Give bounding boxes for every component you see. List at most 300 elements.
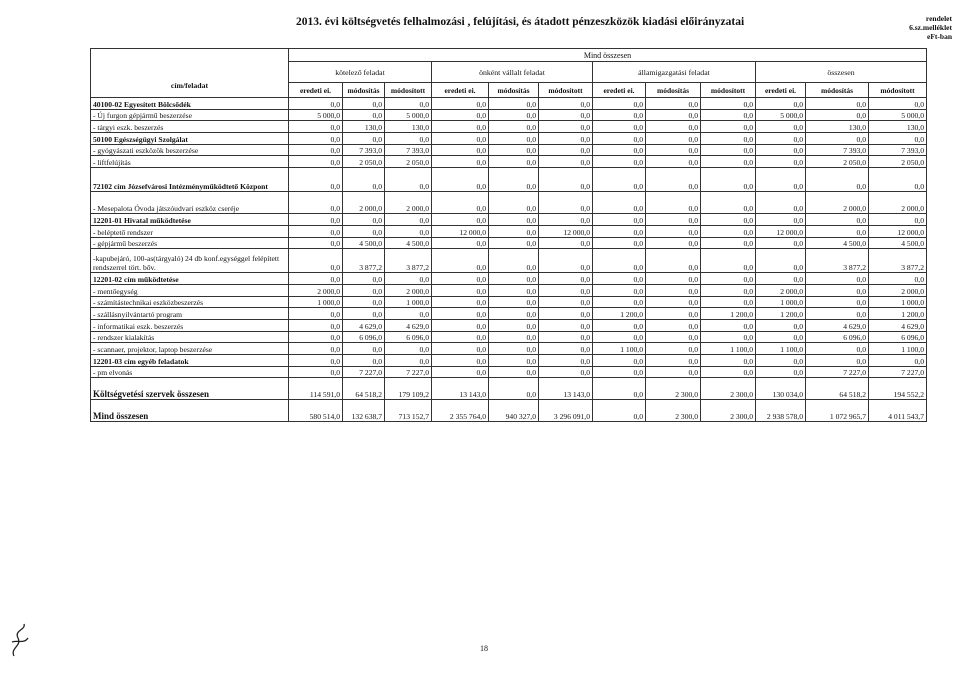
value-cell: 3 877,2 <box>869 249 927 273</box>
value-cell: 0,0 <box>289 331 343 343</box>
value-cell: 0,0 <box>489 284 539 296</box>
value-cell: 6 096,0 <box>869 331 927 343</box>
value-cell: 0,0 <box>343 296 385 308</box>
value-cell: 0,0 <box>806 214 869 226</box>
value-cell: 7 393,0 <box>385 144 432 156</box>
row-label: - szállásnyilvántartó program <box>91 308 289 320</box>
row-label: - Új furgon gépjármű beszerzése <box>91 109 289 121</box>
value-cell: 0,0 <box>289 192 343 214</box>
value-cell: 0,0 <box>701 144 756 156</box>
value-cell: 0,0 <box>289 98 343 110</box>
value-cell: 5 000,0 <box>289 109 343 121</box>
value-cell: 0,0 <box>593 98 646 110</box>
value-cell: 0,0 <box>343 214 385 226</box>
value-cell: 0,0 <box>756 121 806 133</box>
budget-table <box>90 48 927 422</box>
unit-label: eFt-ban <box>927 32 952 41</box>
value-cell: 0,0 <box>646 168 701 192</box>
value-cell: 0,0 <box>432 284 489 296</box>
row-label: - beléptető rendszer <box>91 225 289 237</box>
value-cell: 0,0 <box>343 109 385 121</box>
value-cell: 0,0 <box>489 121 539 133</box>
value-cell: 0,0 <box>489 168 539 192</box>
value-cell: 0,0 <box>756 237 806 249</box>
value-cell: 7 227,0 <box>343 366 385 378</box>
value-cell: 1 100,0 <box>756 343 806 355</box>
value-cell: 0,0 <box>432 168 489 192</box>
value-cell: 2 300,0 <box>646 378 701 400</box>
value-cell: 0,0 <box>343 225 385 237</box>
value-cell: 1 200,0 <box>869 308 927 320</box>
value-cell: 1 200,0 <box>756 308 806 320</box>
value-cell: 0,0 <box>593 355 646 367</box>
mind-osszesen-header: Mind összesen <box>289 49 927 62</box>
row-label: Mind összesen <box>91 400 289 422</box>
table-row <box>91 98 927 110</box>
value-cell: 0,0 <box>806 355 869 367</box>
value-cell: 7 227,0 <box>385 366 432 378</box>
value-cell: 0,0 <box>489 273 539 285</box>
subcolumn-header: módosítás <box>343 83 385 98</box>
value-cell: 3 877,2 <box>806 249 869 273</box>
table-row <box>91 237 927 249</box>
value-cell: 0,0 <box>289 144 343 156</box>
value-cell: 0,0 <box>646 308 701 320</box>
value-cell: 0,0 <box>539 249 593 273</box>
value-cell: 0,0 <box>432 214 489 226</box>
value-cell: 0,0 <box>646 366 701 378</box>
value-cell: 0,0 <box>701 109 756 121</box>
value-cell: 0,0 <box>756 168 806 192</box>
value-cell: 0,0 <box>701 355 756 367</box>
value-cell: 1 200,0 <box>593 308 646 320</box>
top-right-notes <box>909 14 952 41</box>
value-cell: 1 200,0 <box>701 308 756 320</box>
table-row <box>91 156 927 168</box>
value-cell: 130,0 <box>806 121 869 133</box>
value-cell: 132 638,7 <box>343 400 385 422</box>
value-cell: 114 591,0 <box>289 378 343 400</box>
value-cell: 0,0 <box>289 121 343 133</box>
value-cell: 0,0 <box>385 214 432 226</box>
subcolumn-header: eredeti ei. <box>432 83 489 98</box>
table-row <box>91 366 927 378</box>
value-cell: 0,0 <box>701 168 756 192</box>
melleklet-label: 6.sz.melléklet <box>909 23 952 32</box>
value-cell: 0,0 <box>385 225 432 237</box>
value-cell: 0,0 <box>646 214 701 226</box>
value-cell: 0,0 <box>646 343 701 355</box>
subcolumn-header: módosítás <box>489 83 539 98</box>
value-cell: 0,0 <box>701 133 756 145</box>
value-cell: 130 034,0 <box>756 378 806 400</box>
value-cell: 0,0 <box>539 98 593 110</box>
value-cell: 0,0 <box>593 249 646 273</box>
value-cell: 1 000,0 <box>289 296 343 308</box>
value-cell: 0,0 <box>489 296 539 308</box>
value-cell: 0,0 <box>539 273 593 285</box>
row-label: -kapubejáró, 100-as(tárgyaló) 24 db konf.egységgel felépített rendszerrel tört. bőv. <box>91 249 289 273</box>
value-cell: 0,0 <box>646 331 701 343</box>
value-cell: 0,0 <box>539 308 593 320</box>
value-cell: 0,0 <box>646 192 701 214</box>
value-cell: 0,0 <box>593 378 646 400</box>
value-cell: 0,0 <box>756 156 806 168</box>
value-cell: 0,0 <box>806 168 869 192</box>
value-cell: 5 000,0 <box>756 109 806 121</box>
value-cell: 6 096,0 <box>385 331 432 343</box>
value-cell: 0,0 <box>343 308 385 320</box>
value-cell: 0,0 <box>489 343 539 355</box>
value-cell: 0,0 <box>489 225 539 237</box>
table-row <box>91 296 927 308</box>
value-cell: 0,0 <box>432 249 489 273</box>
value-cell: 4 629,0 <box>869 319 927 331</box>
table-row <box>91 319 927 331</box>
group-header: államigazgatási feladat <box>593 62 756 83</box>
subcolumn-header: eredeti ei. <box>593 83 646 98</box>
value-cell: 2 938 578,0 <box>756 400 806 422</box>
value-cell: 0,0 <box>489 308 539 320</box>
value-cell: 0,0 <box>489 355 539 367</box>
value-cell: 0,0 <box>539 121 593 133</box>
rendelet-label: rendelet <box>925 14 952 23</box>
value-cell: 4 629,0 <box>806 319 869 331</box>
value-cell: 0,0 <box>869 214 927 226</box>
value-cell: 0,0 <box>701 214 756 226</box>
value-cell: 7 393,0 <box>869 144 927 156</box>
value-cell: 2 300,0 <box>701 400 756 422</box>
table-row <box>91 109 927 121</box>
value-cell: 0,0 <box>646 109 701 121</box>
value-cell: 0,0 <box>489 319 539 331</box>
row-label: - mentőegység <box>91 284 289 296</box>
value-cell: 0,0 <box>701 192 756 214</box>
value-cell: 0,0 <box>432 308 489 320</box>
row-label: - Mesepalota Óvoda játszóudvari eszköz cseréje <box>91 192 289 214</box>
subcolumn-header: módosítás <box>646 83 701 98</box>
value-cell: 0,0 <box>432 133 489 145</box>
value-cell: 0,0 <box>343 98 385 110</box>
value-cell: 130,0 <box>385 121 432 133</box>
value-cell: 0,0 <box>432 331 489 343</box>
value-cell: 0,0 <box>289 225 343 237</box>
value-cell: 0,0 <box>539 144 593 156</box>
value-cell: 2 355 764,0 <box>432 400 489 422</box>
value-cell: 0,0 <box>489 378 539 400</box>
row-label: - liftfelújítás <box>91 156 289 168</box>
table-row <box>91 133 927 145</box>
row-label: - pm elvonás <box>91 366 289 378</box>
value-cell: 0,0 <box>489 214 539 226</box>
value-cell: 0,0 <box>701 273 756 285</box>
table-row <box>91 192 927 214</box>
value-cell: 713 152,7 <box>385 400 432 422</box>
value-cell: 0,0 <box>385 273 432 285</box>
value-cell: 0,0 <box>646 121 701 133</box>
value-cell: 7 227,0 <box>869 366 927 378</box>
value-cell: 0,0 <box>343 343 385 355</box>
value-cell: 0,0 <box>432 109 489 121</box>
value-cell: 0,0 <box>756 98 806 110</box>
value-cell: 0,0 <box>869 168 927 192</box>
subcolumn-header: eredeti ei. <box>756 83 806 98</box>
value-cell: 0,0 <box>593 156 646 168</box>
value-cell: 0,0 <box>756 144 806 156</box>
value-cell: 7 393,0 <box>343 144 385 156</box>
row-label: - informatikai eszk. beszerzés <box>91 319 289 331</box>
value-cell: 1 100,0 <box>593 343 646 355</box>
value-cell: 2 000,0 <box>806 192 869 214</box>
value-cell: 2 000,0 <box>869 284 927 296</box>
value-cell: 2 000,0 <box>289 284 343 296</box>
value-cell: 7 227,0 <box>806 366 869 378</box>
value-cell: 0,0 <box>646 249 701 273</box>
value-cell: 0,0 <box>432 273 489 285</box>
table-row <box>91 121 927 133</box>
value-cell: 0,0 <box>593 109 646 121</box>
value-cell: 0,0 <box>646 144 701 156</box>
value-cell: 0,0 <box>539 331 593 343</box>
value-cell: 12 000,0 <box>539 225 593 237</box>
value-cell: 2 000,0 <box>756 284 806 296</box>
value-cell: 1 000,0 <box>869 296 927 308</box>
value-cell: 0,0 <box>385 133 432 145</box>
value-cell: 0,0 <box>646 225 701 237</box>
row-label: - scannaer, projektor, laptop beszerzése <box>91 343 289 355</box>
table-row <box>91 308 927 320</box>
value-cell: 0,0 <box>646 156 701 168</box>
subcolumn-header: módosított <box>539 83 593 98</box>
value-cell: 0,0 <box>539 296 593 308</box>
value-cell: 0,0 <box>432 355 489 367</box>
value-cell: 0,0 <box>289 366 343 378</box>
signature-mark <box>8 620 32 660</box>
subcolumn-header: módosított <box>385 83 432 98</box>
value-cell: 2 300,0 <box>646 400 701 422</box>
value-cell: 0,0 <box>806 109 869 121</box>
value-cell: 0,0 <box>489 192 539 214</box>
value-cell: 5 000,0 <box>869 109 927 121</box>
subcolumn-header: módosított <box>869 83 927 98</box>
value-cell: 0,0 <box>593 366 646 378</box>
value-cell: 0,0 <box>701 98 756 110</box>
value-cell: 2 050,0 <box>806 156 869 168</box>
value-cell: 0,0 <box>646 284 701 296</box>
value-cell: 0,0 <box>385 98 432 110</box>
value-cell: 2 050,0 <box>343 156 385 168</box>
value-cell: 0,0 <box>539 133 593 145</box>
value-cell: 0,0 <box>539 366 593 378</box>
value-cell: 0,0 <box>756 331 806 343</box>
value-cell: 0,0 <box>701 156 756 168</box>
value-cell: 0,0 <box>593 168 646 192</box>
value-cell: 0,0 <box>701 225 756 237</box>
value-cell: 1 072 965,7 <box>806 400 869 422</box>
row-label: - rendszer kialakítás <box>91 331 289 343</box>
value-cell: 179 109,2 <box>385 378 432 400</box>
value-cell: 0,0 <box>806 296 869 308</box>
value-cell: 0,0 <box>289 319 343 331</box>
row-label: - gépjármű beszerzés <box>91 237 289 249</box>
value-cell: 0,0 <box>593 133 646 145</box>
value-cell: 0,0 <box>869 273 927 285</box>
value-cell: 194 552,2 <box>869 378 927 400</box>
value-cell: 3 877,2 <box>385 249 432 273</box>
value-cell: 0,0 <box>646 273 701 285</box>
value-cell: 0,0 <box>539 192 593 214</box>
value-cell: 0,0 <box>489 109 539 121</box>
value-cell: 0,0 <box>489 237 539 249</box>
value-cell: 580 514,0 <box>289 400 343 422</box>
value-cell: 2 000,0 <box>343 192 385 214</box>
value-cell: 0,0 <box>806 225 869 237</box>
value-cell: 0,0 <box>701 121 756 133</box>
value-cell: 0,0 <box>646 237 701 249</box>
page-number: 18 <box>480 644 488 653</box>
value-cell: 0,0 <box>646 98 701 110</box>
value-cell: 0,0 <box>432 343 489 355</box>
value-cell: 0,0 <box>343 168 385 192</box>
value-cell: 0,0 <box>432 237 489 249</box>
value-cell: 0,0 <box>289 273 343 285</box>
value-cell: 12 000,0 <box>756 225 806 237</box>
value-cell: 0,0 <box>756 192 806 214</box>
table-row <box>91 284 927 296</box>
value-cell: 0,0 <box>701 249 756 273</box>
value-cell: 0,0 <box>489 249 539 273</box>
value-cell: 0,0 <box>343 355 385 367</box>
value-cell: 1 100,0 <box>869 343 927 355</box>
value-cell: 64 518,2 <box>806 378 869 400</box>
value-cell: 0,0 <box>432 144 489 156</box>
value-cell: 0,0 <box>539 284 593 296</box>
value-cell: 0,0 <box>343 133 385 145</box>
value-cell: 0,0 <box>593 214 646 226</box>
value-cell: 2 300,0 <box>701 378 756 400</box>
table-row <box>91 355 927 367</box>
value-cell: 0,0 <box>539 343 593 355</box>
table-row <box>91 343 927 355</box>
row-label: Költségvetési szervek összesen <box>91 378 289 400</box>
table-row <box>91 144 927 156</box>
value-cell: 940 327,0 <box>489 400 539 422</box>
value-cell: 0,0 <box>489 331 539 343</box>
value-cell: 0,0 <box>385 308 432 320</box>
value-cell: 6 096,0 <box>806 331 869 343</box>
subcolumn-header: eredeti ei. <box>289 83 343 98</box>
value-cell: 0,0 <box>593 192 646 214</box>
value-cell: 0,0 <box>593 319 646 331</box>
value-cell: 0,0 <box>701 284 756 296</box>
document-title: 2013. évi költségvetés felhalmozási , felújítási, és átadott pénzeszközök kiadási előirányzatai <box>296 16 745 28</box>
value-cell: 4 500,0 <box>385 237 432 249</box>
value-cell: 2 000,0 <box>385 192 432 214</box>
value-cell: 0,0 <box>289 168 343 192</box>
value-cell: 0,0 <box>646 296 701 308</box>
value-cell: 0,0 <box>806 98 869 110</box>
table-row <box>91 331 927 343</box>
value-cell: 0,0 <box>806 273 869 285</box>
value-cell: 0,0 <box>385 343 432 355</box>
value-cell: 0,0 <box>289 308 343 320</box>
value-cell: 0,0 <box>385 355 432 367</box>
value-cell: 4 629,0 <box>343 319 385 331</box>
value-cell: 0,0 <box>489 366 539 378</box>
value-cell: 0,0 <box>343 273 385 285</box>
row-label: 50100 Egészségügyi Szolgálat <box>91 133 289 145</box>
value-cell: 0,0 <box>539 355 593 367</box>
value-cell: 0,0 <box>539 109 593 121</box>
value-cell: 130,0 <box>343 121 385 133</box>
row-label-header: cím/feladat <box>91 49 289 98</box>
value-cell: 0,0 <box>593 237 646 249</box>
value-cell: 0,0 <box>756 355 806 367</box>
value-cell: 0,0 <box>756 319 806 331</box>
table-row <box>91 225 927 237</box>
table-row <box>91 400 927 422</box>
row-label: - gyógyászati eszközök beszerzése <box>91 144 289 156</box>
value-cell: 0,0 <box>756 273 806 285</box>
value-cell: 0,0 <box>289 343 343 355</box>
value-cell: 0,0 <box>385 168 432 192</box>
value-cell: 0,0 <box>289 156 343 168</box>
value-cell: 0,0 <box>343 284 385 296</box>
row-label: 12201-01 Hivatal működtetése <box>91 214 289 226</box>
value-cell: 0,0 <box>806 284 869 296</box>
value-cell: 4 500,0 <box>869 237 927 249</box>
group-header: összesen <box>756 62 927 83</box>
value-cell: 0,0 <box>701 331 756 343</box>
value-cell: 0,0 <box>432 98 489 110</box>
value-cell: 0,0 <box>593 144 646 156</box>
value-cell: 0,0 <box>289 355 343 367</box>
value-cell: 0,0 <box>756 133 806 145</box>
value-cell: 64 518,2 <box>343 378 385 400</box>
value-cell: 7 393,0 <box>806 144 869 156</box>
value-cell: 0,0 <box>432 121 489 133</box>
value-cell: 2 050,0 <box>385 156 432 168</box>
value-cell: 0,0 <box>432 296 489 308</box>
table-row <box>91 273 927 285</box>
value-cell: 0,0 <box>489 156 539 168</box>
value-cell: 0,0 <box>539 168 593 192</box>
value-cell: 0,0 <box>593 296 646 308</box>
row-label: 40100-02 Egyesített Bölcsődék <box>91 98 289 110</box>
value-cell: 0,0 <box>806 343 869 355</box>
value-cell: 0,0 <box>646 319 701 331</box>
value-cell: 0,0 <box>539 214 593 226</box>
value-cell: 0,0 <box>701 319 756 331</box>
table-row <box>91 249 927 273</box>
value-cell: 2 000,0 <box>385 284 432 296</box>
value-cell: 0,0 <box>289 214 343 226</box>
value-cell: 2 050,0 <box>869 156 927 168</box>
value-cell: 13 143,0 <box>539 378 593 400</box>
value-cell: 0,0 <box>701 237 756 249</box>
row-label: - számítástechnikai eszközbeszerzés <box>91 296 289 308</box>
value-cell: 0,0 <box>593 225 646 237</box>
value-cell: 0,0 <box>869 133 927 145</box>
value-cell: 0,0 <box>593 284 646 296</box>
value-cell: 0,0 <box>539 237 593 249</box>
value-cell: 0,0 <box>756 214 806 226</box>
row-label: 12201-03 cím egyéb feladatok <box>91 355 289 367</box>
value-cell: 0,0 <box>701 366 756 378</box>
value-cell: 130,0 <box>869 121 927 133</box>
group-header: önként vállalt feladat <box>432 62 593 83</box>
value-cell: 0,0 <box>489 133 539 145</box>
